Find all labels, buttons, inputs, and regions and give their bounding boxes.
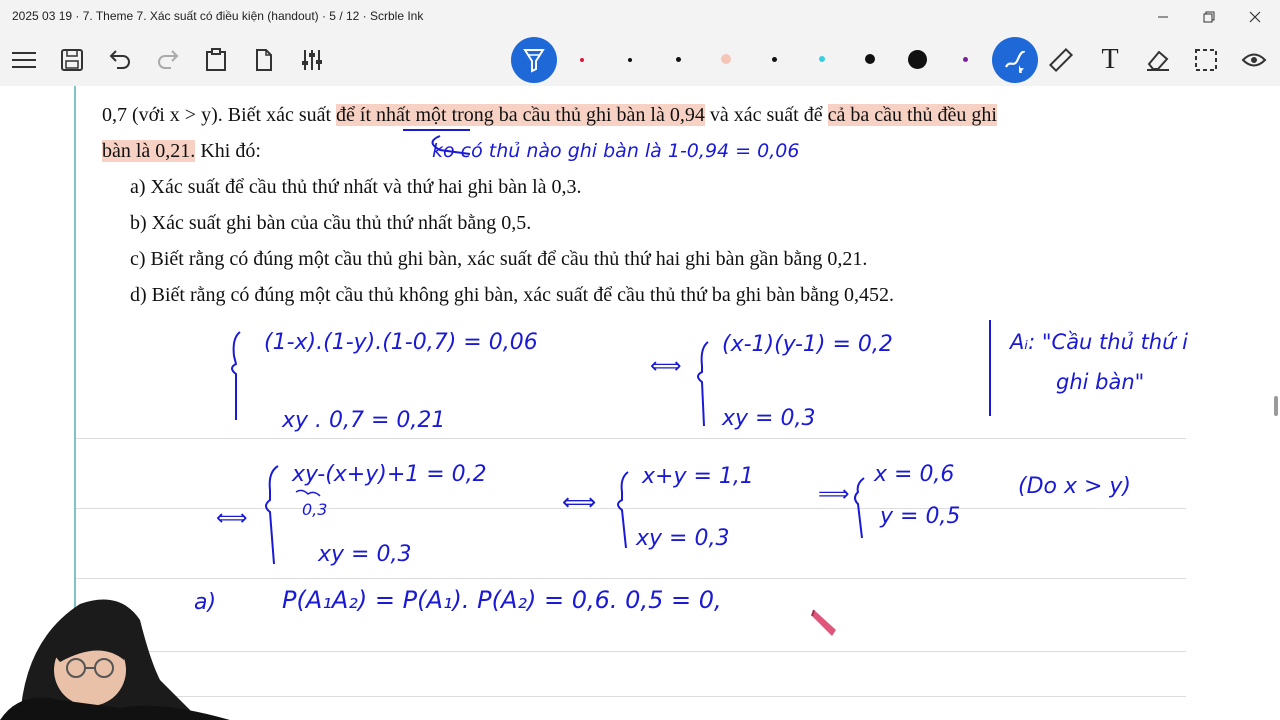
equation-8: xy = 0,3 bbox=[636, 526, 730, 551]
event-definition-2: ghi bàn" bbox=[1056, 370, 1145, 394]
toolbar bbox=[0, 34, 1280, 86]
ruler-button[interactable] bbox=[1045, 44, 1077, 76]
close-button[interactable] bbox=[1232, 0, 1278, 34]
selection-button[interactable] bbox=[1190, 44, 1222, 76]
menu-icon bbox=[11, 50, 37, 70]
item-c: c) Biết rằng có đúng một cầu thủ ghi bàn, xác suất để cầu thủ thứ hai ghi bàn gần bằng 0,21. bbox=[130, 248, 868, 270]
color-red-dot[interactable] bbox=[580, 58, 584, 62]
settings-sliders-button[interactable] bbox=[296, 44, 328, 76]
equation-1: (1-x).(1-y).(1-0,7) = 0,06 bbox=[264, 330, 538, 355]
color-peach-dot[interactable] bbox=[721, 54, 731, 64]
minimize-icon bbox=[1157, 11, 1169, 23]
problem-text-mid: và xác suất để bbox=[704, 104, 828, 126]
equation-5-substitution: 0,3 bbox=[302, 500, 328, 519]
note-no-player-scores: ko có thủ nào ghi bàn là 1-0,94 = 0,06 bbox=[432, 140, 800, 162]
color-black-small-dot[interactable] bbox=[628, 58, 632, 62]
equation-2: xy . 0,7 = 0,21 bbox=[282, 408, 446, 433]
problem-text-end: Khi đó: bbox=[195, 140, 261, 162]
clipboard-button[interactable] bbox=[200, 44, 232, 76]
magic-pen-button[interactable] bbox=[992, 37, 1038, 83]
minimize-button[interactable] bbox=[1140, 0, 1186, 34]
undo-icon bbox=[108, 48, 132, 72]
save-button[interactable] bbox=[56, 44, 88, 76]
save-icon bbox=[60, 48, 84, 72]
color-cyan-dot[interactable] bbox=[819, 56, 825, 62]
pen-tool-button[interactable] bbox=[511, 37, 557, 83]
webcam-overlay bbox=[0, 590, 230, 720]
magic-pen-icon bbox=[1002, 47, 1028, 73]
undo-button[interactable] bbox=[104, 44, 136, 76]
equivalence-arrow-1: ⟺ bbox=[650, 354, 682, 379]
text-tool-button[interactable]: T bbox=[1101, 44, 1119, 75]
view-icon bbox=[1241, 47, 1267, 73]
redo-icon bbox=[156, 48, 180, 72]
color-black-large-dot[interactable] bbox=[908, 50, 927, 69]
equivalence-arrow-2: ⟺ bbox=[216, 506, 248, 531]
eraser-button[interactable] bbox=[1142, 44, 1174, 76]
item-a: a) Xác suất để cầu thủ thứ nhất và thứ hai ghi bàn là 0,3. bbox=[130, 176, 582, 198]
equation-7: x+y = 1,1 bbox=[642, 464, 754, 489]
color-black-dot[interactable] bbox=[676, 57, 681, 62]
pen-cursor-icon bbox=[810, 606, 844, 640]
equation-4: xy = 0,3 bbox=[722, 406, 816, 431]
clipboard-icon bbox=[204, 48, 228, 72]
item-d: d) Biết rằng có đúng một cầu thủ không ghi bàn, xác suất để cầu thủ thứ ba ghi bàn bằng 0,452. bbox=[130, 284, 895, 306]
restore-button[interactable] bbox=[1186, 0, 1232, 34]
equation-3: (x-1)(y-1) = 0,2 bbox=[722, 332, 893, 357]
implies-arrow: ⟹ bbox=[818, 482, 850, 507]
color-black-medium-dot[interactable] bbox=[865, 54, 875, 64]
sliders-icon bbox=[300, 48, 324, 72]
probability-computation: P(A₁A₂) = P(A₁). P(A₂) = 0,6. 0,5 = 0, bbox=[282, 586, 722, 614]
equation-5: xy-(x+y)+1 = 0,2 bbox=[292, 462, 487, 487]
solution-y: y = 0,5 bbox=[880, 504, 961, 529]
highlight-all-three: cả ba cầu thủ đều ghi bbox=[827, 104, 997, 126]
pen-icon bbox=[522, 47, 546, 73]
title-bar bbox=[0, 0, 1280, 34]
eraser-icon bbox=[1145, 47, 1171, 73]
view-button[interactable] bbox=[1238, 44, 1270, 76]
problem-text: 0,7 (với x > y). Biết xác suất bbox=[102, 104, 337, 126]
menu-button[interactable] bbox=[8, 44, 40, 76]
solution-x: x = 0,6 bbox=[874, 462, 955, 487]
selection-icon bbox=[1193, 47, 1219, 73]
equivalence-arrow-3: ⟺ bbox=[562, 488, 597, 516]
event-definition: Aᵢ: "Cầu thủ thứ i bbox=[1010, 330, 1188, 354]
color-purple-dot[interactable] bbox=[963, 57, 968, 62]
part-a-label: a) bbox=[194, 590, 217, 615]
new-page-icon bbox=[252, 48, 276, 72]
highlight-prob-021: bàn là 0,21. bbox=[102, 140, 196, 162]
item-b: b) Xác suất ghi bàn của cầu thủ thứ nhất bằng 0,5. bbox=[130, 212, 532, 234]
new-page-button[interactable] bbox=[248, 44, 280, 76]
color-black-dot-2[interactable] bbox=[772, 57, 777, 62]
close-icon bbox=[1249, 11, 1261, 23]
ruler-icon bbox=[1048, 47, 1074, 73]
equation-6: xy = 0,3 bbox=[318, 542, 412, 567]
redo-button[interactable] bbox=[152, 44, 184, 76]
restore-icon bbox=[1203, 11, 1215, 23]
highlight-at-least-one: để ít nhất một trong ba cầu thủ ghi bàn là 0,94 bbox=[336, 104, 705, 126]
window-title: 2025 03 19 · 7. Theme 7. Xác suất có điều kiện (handout) · 5 / 12 · Scrble Ink bbox=[12, 9, 424, 23]
vertical-scrollbar[interactable] bbox=[1274, 396, 1278, 416]
condition-note: (Do x > y) bbox=[1018, 474, 1132, 499]
